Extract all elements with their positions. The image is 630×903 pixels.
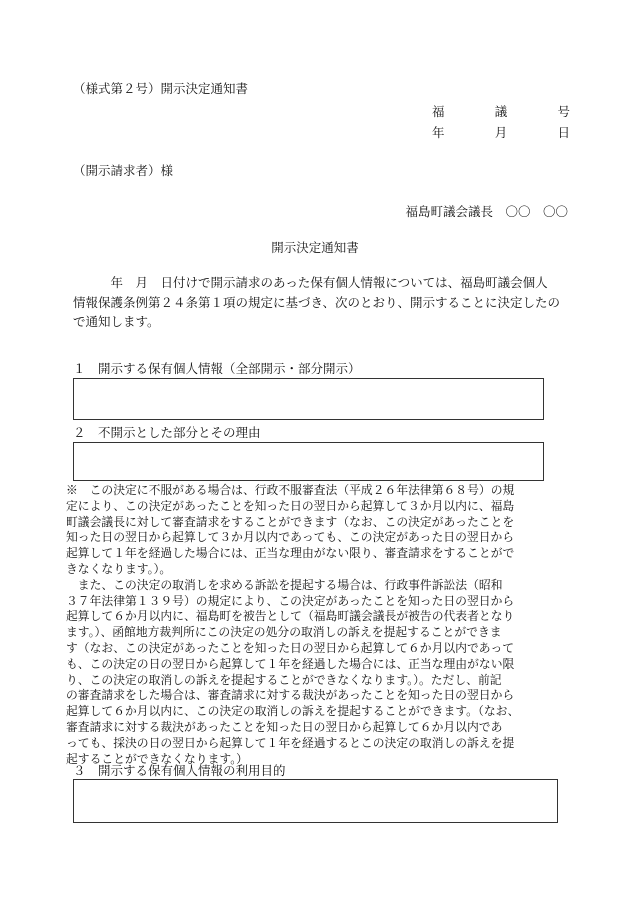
intro-line: で通知します。 — [73, 314, 160, 329]
notice-line: の審査請求をした場合は、審査請求に対する裁決があったことを知った日の翌日から — [66, 688, 515, 703]
notice-line: 審査請求に対する裁決があったことを知った日の翌日から起算して６か月以内であ — [66, 719, 503, 734]
date-month: 月 — [494, 125, 508, 140]
form-number: （様式第２号）開示決定通知書 — [73, 81, 249, 96]
doc-number-middle: 議 — [494, 104, 508, 119]
notice-line: り、この決定の取消しの訴えを提起することができなくなります。）。ただし、前記 — [66, 672, 502, 687]
notice-line: ます。）、函館地方裁判所にこの決定の処分の取消しの訴えを提起することができま — [66, 625, 502, 640]
doc-number-prefix: 福 — [432, 104, 445, 119]
notice-line: 起算して６か月以内に、福島町を被告として（福島町議会議長が被告の代表者となり — [66, 609, 515, 624]
notice-line: 町議会議長に対して審査請求をすることができます（なお、この決定があったことを — [66, 514, 515, 529]
notice-line: も、この決定の日の翌日から起算して１年を経過した場合には、正当な理由がない限 — [66, 656, 515, 671]
notice-line: 起算して１年を経過した場合には、正当な理由がない限り、審査請求をすることがで — [66, 546, 515, 561]
notice-line: っても、採決の日の翌日から起算して１年を経過するとこの決定の取消しの訴えを提 — [66, 735, 515, 750]
intro-paragraph — [73, 273, 573, 332]
notice-line: 起することができなくなります。） — [66, 751, 248, 766]
date-year: 年 — [432, 125, 445, 140]
section-2-heading: ２ 不開示とした部分とその理由 — [73, 425, 261, 440]
date-day: 日 — [557, 125, 570, 140]
notice-line: 定により、この決定があったことを知った日の翌日から起算して３か月以内に、福島 — [66, 498, 515, 513]
document-number — [432, 104, 570, 120]
recipient: （開示請求者）様 — [73, 163, 174, 178]
notice-line: 知った日の翌日から起算して３か月以内であっても、この決定があった日の翌日から — [66, 530, 515, 545]
notice-line: ３７年法律第１３９号）の規定により、この決定があったことを知った日の翌日から — [66, 593, 515, 608]
notice-line: す（なお、この決定があったことを知った日の翌日から起算して６か月以内であって — [66, 640, 515, 655]
notice-line: きなくなります。）。 — [66, 561, 172, 576]
section-3-field[interactable] — [73, 779, 558, 823]
section-1-heading: １ 開示する保有個人情報（全部開示・部分開示） — [73, 361, 361, 376]
section-2-field[interactable] — [73, 442, 544, 481]
doc-number-suffix: 号 — [557, 104, 570, 119]
document-title: 開示決定通知書 — [271, 240, 359, 255]
notice-line: また、この決定の取消しを求める訴訟を提起する場合は、行政事件訴訟法（昭和 — [66, 577, 503, 592]
section-1-field[interactable] — [73, 378, 544, 420]
document-date — [432, 125, 570, 141]
notice-line: ※ この決定に不服がある場合は、行政不服審査法（平成２６年法律第６８号）の規 — [66, 483, 515, 497]
notice-line: 起算して６か月以内に、この決定の取消しの訴えを提起することができます。（なお、 — [66, 704, 520, 719]
intro-line: 情報保護条例第２４条第１項の規定に基づき、次のとおり、開示することに決定したの — [73, 294, 561, 310]
intro-line: 年 月 日付けで開示請求のあった保有個人情報については、福島町議会個人 — [73, 275, 548, 290]
appeal-notice — [66, 483, 574, 767]
section-3-heading: ３ 開示する保有個人情報の利用目的 — [73, 763, 286, 778]
sender: 福島町議会議長 〇〇 〇〇 — [405, 204, 568, 219]
